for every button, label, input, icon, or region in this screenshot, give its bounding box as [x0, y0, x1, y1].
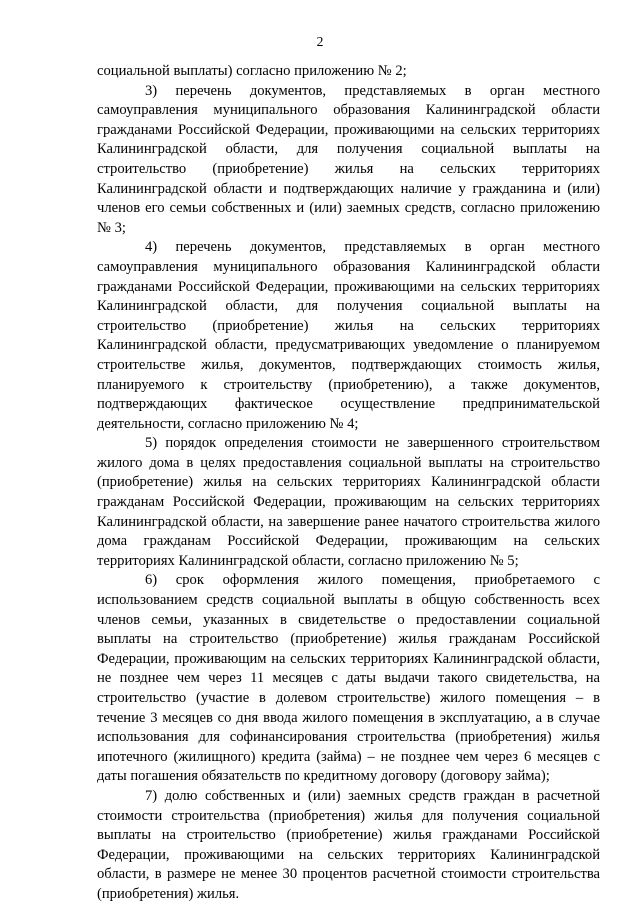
paragraph-item-4: 4) перечень документов, представляемых в орган местного самоуправления муниципального образования Калининградской области гражданами Российской Федерации, проживающими на сельских территориях Калининградской области, для получения социальной выплаты на строительство (приобретение) жилья на сельских территориях Калининградской области, предусматривающих уведомление о планируемом строительстве жилья, документов, подтверждающих стоимость жилья, планируемого к строительству (приобретению), а также документов, подтверждающих фактическое осуществление предпринимательской деятельности, согласно приложению № 4;	[97, 239, 600, 432]
paragraph-continuation: социальной выплаты) согласно приложению № 2;	[97, 63, 407, 79]
paragraph-item-6: 6) срок оформления жилого помещения, приобретаемого с использованием средств социальной выплаты в общую собственность всех членов семьи, указанных в свидетельстве о предоставлении социальной выплаты на строительство (приобретение) жилья гражданам Российской Федерации, проживающим на сельских территориях Калининградской области, не позднее чем через 11 месяцев с даты выдачи такого свидетельства, на строительство (участие в долевом строительстве) жилого помещения – в течение 3 месяцев со дня ввода жилого помещения в эксплуатацию, а в случае использования для софинансирования строительства (приобретения) жилья ипотечного (жилищного) кредита (займа) – не позднее чем через 6 месяцев с даты погашения обязательств по кредитному договору (договору займа);	[97, 572, 600, 785]
page-number: 2	[316, 34, 324, 49]
document-body	[97, 62, 600, 905]
paragraph-item-3: 3) перечень документов, представляемых в орган местного самоуправления муниципального образования Калининградской области гражданами Российской Федерации, проживающими на сельских территориях Калининградской области, для получения социальной выплаты на строительство (приобретение) жилья на сельских территориях Калининградской области и подтверждающих наличие у гражданина и (или) членов его семьи собственных и (или) заемных средств, согласно приложению № 3;	[97, 82, 600, 236]
paragraph-item-7: 7) долю собственных и (или) заемных средств граждан в расчетной стоимости строительства (приобретения) жилья для получения социальной выплаты на строительство (приобретение) жилья гражданами Российской Федерации, проживающими на сельских территориях Калининградской области, в размере не менее 30 процентов расчетной стоимости строительства (приобретения) жилья.	[97, 787, 600, 902]
paragraph-item-5: 5) порядок определения стоимости не завершенного строительством жилого дома в целях предоставления социальной выплаты на строительство (приобретение) жилья на сельских территориях Калининградской области гражданам Российской Федерации, проживающим на сельских территориях Калининградской области, на завершение ранее начатого строительства жилого дома гражданам Российской Федерации, проживающим на сельских территориях Калининградской области, согласно приложению № 5;	[97, 435, 600, 569]
